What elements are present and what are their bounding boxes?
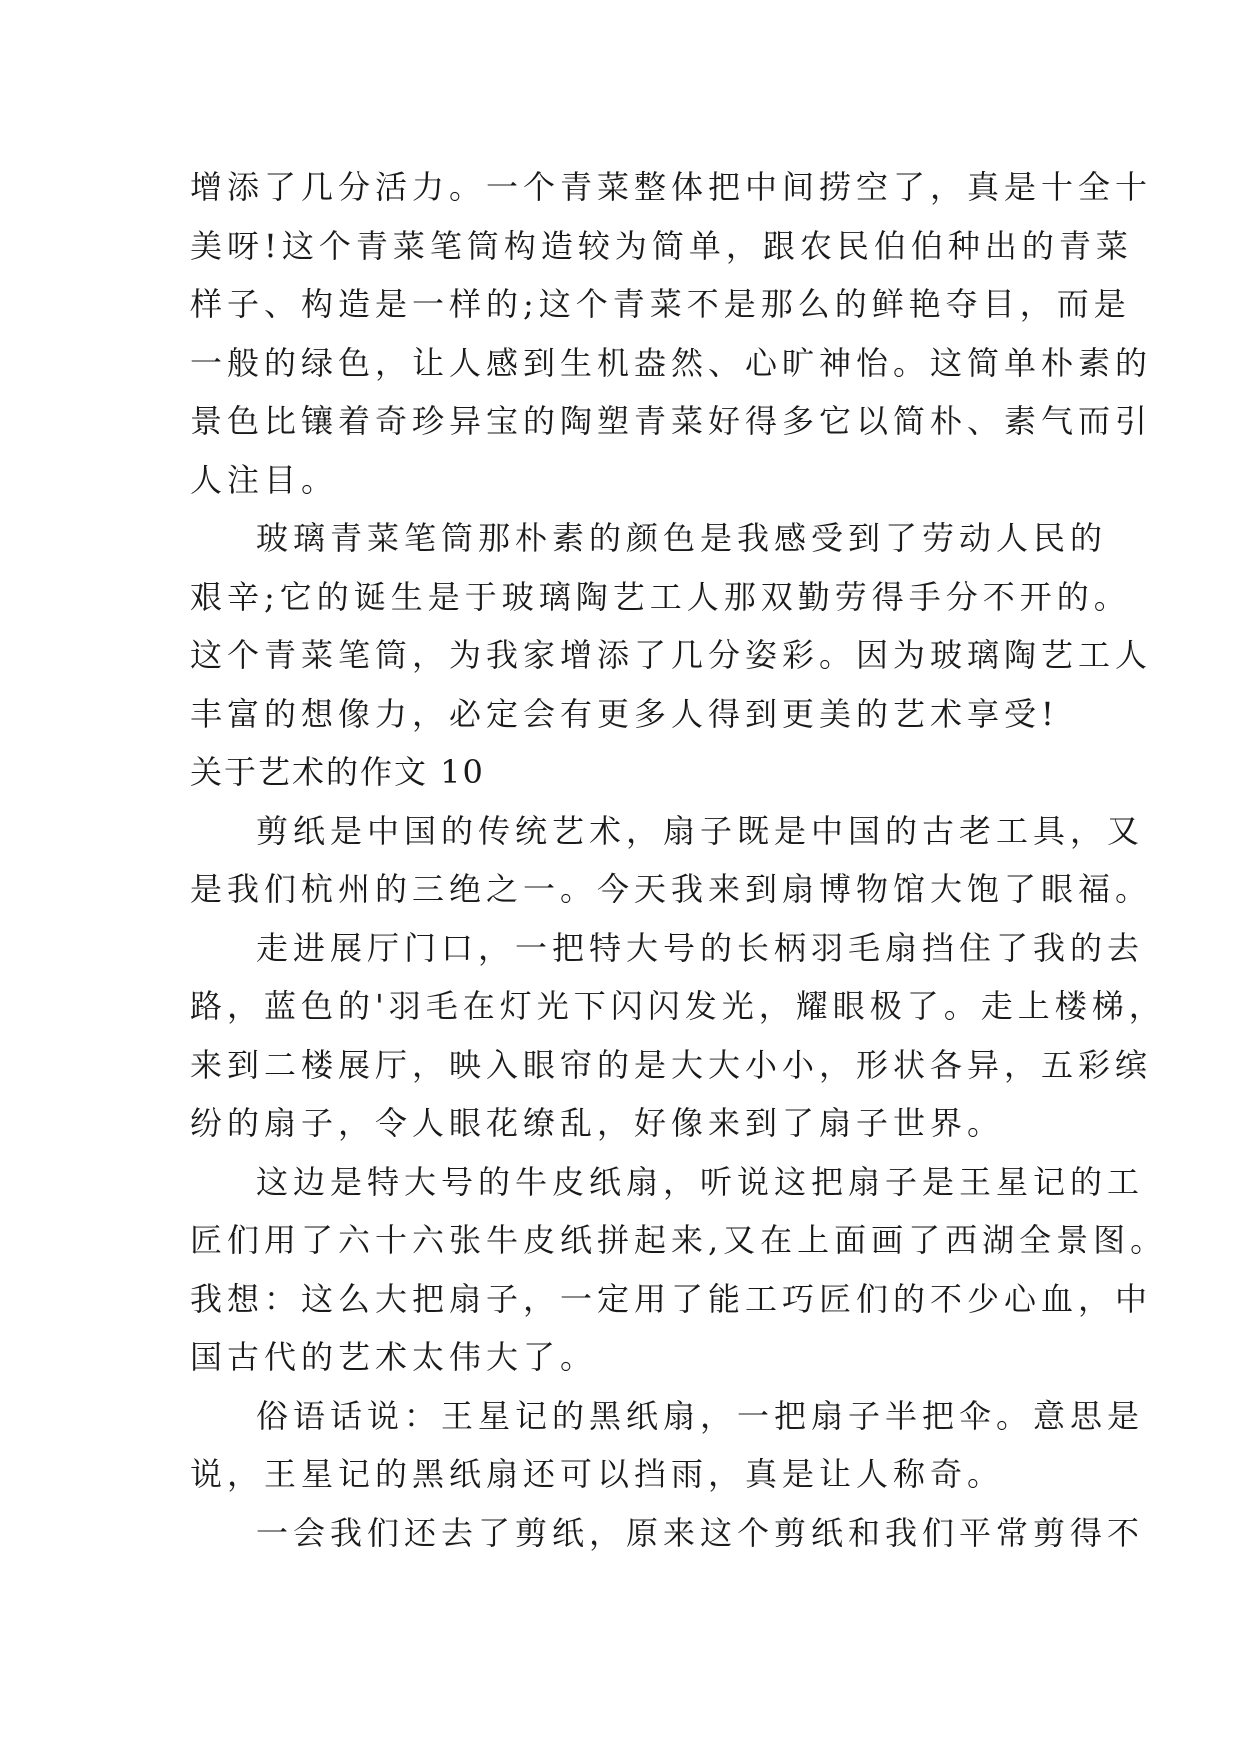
section-heading: 关于艺术的作文 10 [190,753,485,791]
text-line: 一般的绿色，让人感到生机盎然、心旷神怡。这简单朴素的 [190,343,1153,382]
text-line: 美呀!这个青菜笔筒构造较为简单，跟农民伯伯种出的青菜 [190,226,1133,265]
paragraph-start-line: 这边是特大号的牛皮纸扇，听说这把扇子是王星记的工 [256,1162,1145,1201]
paragraph-start-line: 俗语话说：王星记的黑纸扇，一把扇子半把伞。意思是 [256,1396,1145,1435]
paragraph-start-line: 走进展厅门口，一把特大号的长柄羽毛扇挡住了我的去 [256,928,1145,967]
text-line: 匠们用了六十六张牛皮纸拼起来,又在上面画了西湖全景图。 [190,1221,1168,1259]
text-line: 增添了几分活力。一个青菜整体把中间捞空了，真是十全十 [190,168,1153,206]
text-line: 纷的扇子，令人眼花缭乱，好像来到了扇子世界。 [190,1104,1005,1142]
text-line: 说，王星记的黑纸扇还可以挡雨，真是让人称奇。 [190,1455,1005,1493]
paragraph-start-line: 剪纸是中国的传统艺术，扇子既是中国的古老工具，又 [256,811,1145,850]
text-line: 我想：这么大把扇子，一定用了能工巧匠们的不少心血，中 [190,1279,1153,1318]
paragraph-start-line: 玻璃青菜笔筒那朴素的颜色是我感受到了劳动人民的 [256,519,1108,557]
document-body [190,158,1168,1562]
text-line: 国古代的艺术太伟大了。 [190,1338,598,1376]
text-line: 来到二楼展厅，映入眼帘的是大大小小，形状各异，五彩缤 [190,1045,1153,1084]
text-line: 路，蓝色的'羽毛在灯光下闪闪发光，耀眼极了。走上楼梯， [190,987,1166,1025]
text-line: 样子、构造是一样的;这个青菜不是那么的鲜艳夺目，而是 [190,285,1131,323]
text-line: 丰富的想像力，必定会有更多人得到更美的艺术享受! [190,694,1059,733]
paragraph-start-line: 一会我们还去了剪纸，原来这个剪纸和我们平常剪得不 [256,1513,1145,1552]
text-line: 这个青菜笔筒，为我家增添了几分姿彩。因为玻璃陶艺工人 [190,636,1153,674]
text-line: 是我们杭州的三绝之一。今天我来到扇博物馆大饱了眼福。 [190,870,1153,908]
text-line: 艰辛;它的诞生是于玻璃陶艺工人那双勤劳得手分不开的。 [190,577,1131,616]
text-line: 景色比镶着奇珍异宝的陶塑青菜好得多它以简朴、素气而引 [190,402,1153,440]
text-line: 人注目。 [190,460,339,499]
